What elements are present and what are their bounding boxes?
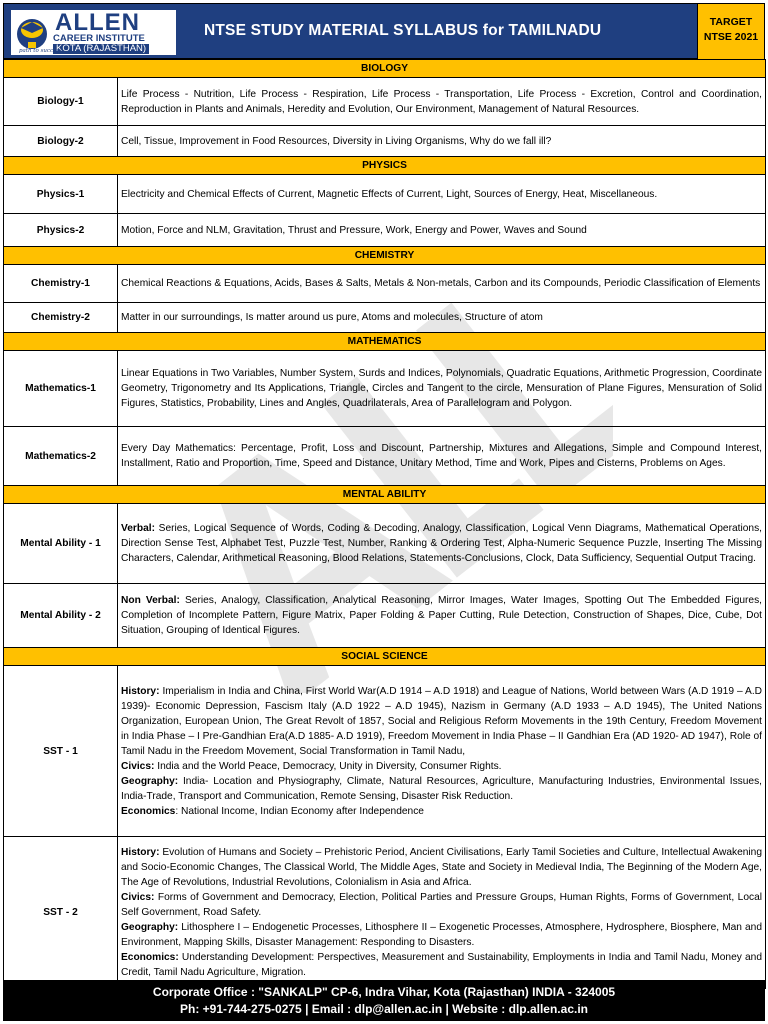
paper-label: Mathematics-1 bbox=[4, 351, 118, 427]
topics-cell bbox=[118, 126, 766, 157]
syllabus-table bbox=[3, 59, 766, 989]
section-title: SOCIAL SCIENCE bbox=[4, 648, 766, 666]
paper-label: Physics-2 bbox=[4, 214, 118, 247]
topic-text: India- Location and Physiography, Climate, Natural Resources, Agriculture, Manufacturing Industries, Environmental Issues, India-Trade, Transport and Communication, Remote Sensing, Disaster Risk Reduction. bbox=[121, 775, 763, 802]
paper-label: Physics-1 bbox=[4, 175, 118, 214]
paper-label: Mental Ability - 2 bbox=[4, 584, 118, 648]
topic-heading: Civics: bbox=[121, 892, 155, 903]
syllabus-row bbox=[4, 584, 766, 648]
topics-cell bbox=[118, 666, 766, 837]
topic-paragraph bbox=[121, 845, 762, 890]
section-title: MATHEMATICS bbox=[4, 333, 766, 351]
page-header bbox=[3, 3, 765, 59]
section-header-row bbox=[4, 60, 766, 78]
topic-paragraph bbox=[121, 366, 762, 411]
topic-text: Lithosphere I – Endogenetic Processes, Lithosphere II – Exogenetic Processes, Atmosphere, Hydrosphere, Biosphere, Man and Environment, Mapping Skills, Disaster Management: Responding to Disasters. bbox=[121, 922, 763, 948]
topics-cell bbox=[118, 427, 766, 486]
topic-paragraph bbox=[121, 87, 762, 117]
topic-paragraph bbox=[121, 890, 762, 920]
paper-label: Chemistry-2 bbox=[4, 303, 118, 333]
paper-label: Mental Ability - 1 bbox=[4, 504, 118, 584]
topics-cell bbox=[118, 78, 766, 126]
topic-text: Motion, Force and NLM, Gravitation, Thrust and Pressure, Work, Energy and Power, Waves and Sound bbox=[121, 224, 587, 236]
syllabus-row bbox=[4, 351, 766, 427]
topic-text: Matter in our surroundings, Is matter around us pure, Atoms and molecules, Structure of atom bbox=[121, 312, 543, 323]
topic-paragraph bbox=[121, 310, 762, 325]
topic-text: Chemical Reactions & Equations, Acids, Bases & Salts, Metals & Non-metals, Carbon and its Compounds, Periodic Classification of Elements bbox=[121, 278, 761, 289]
topic-text: Forms of Government and Democracy, Election, Political Parties and Pressure Groups, Human Rights, Forms of Government, Local Self Government, Road Safety. bbox=[121, 892, 763, 918]
section-header-row bbox=[4, 486, 766, 504]
allen-emblem-icon bbox=[15, 14, 49, 52]
topic-text: Every Day Mathematics: Percentage, Profit, Loss and Discount, Partnership, Mixtures and Allegations, Simple and Compound Interest, Installment, Ratio and Proportion, Time, Speed and Distance, Unitary Method, Time and Work, Pipes and Cisterns, Problems on Ages. bbox=[121, 443, 763, 469]
syllabus-row bbox=[4, 427, 766, 486]
paper-label: Mathematics-2 bbox=[4, 427, 118, 486]
section-header-row bbox=[4, 333, 766, 351]
topic-text: Cell, Tissue, Improvement in Food Resources, Diversity in Living Organisms, Why do we fall ill? bbox=[121, 135, 552, 147]
section-header-row bbox=[4, 247, 766, 265]
topics-cell bbox=[118, 504, 766, 584]
section-header-row bbox=[4, 648, 766, 666]
topic-text: Linear Equations in Two Variables, Number System, Surds and Indices, Polynomials, Quadratic Equations, Arithmetic Progression, Coordinate Geometry, Trigonometry and Its Applications, Triangle, Circles and Tangent to the circle, Mensuration of Plane Figures, Mensuration of Solid Figures, Statistics, Probability, Lines and Angles, Quadrilaterals, Area of Parallelogram and Polygon. bbox=[121, 368, 763, 409]
section-title: BIOLOGY bbox=[4, 60, 766, 78]
paper-label: Chemistry-1 bbox=[4, 265, 118, 303]
page-footer bbox=[3, 980, 765, 1021]
paper-label: SST - 2 bbox=[4, 837, 118, 989]
topic-heading: Economics: bbox=[121, 952, 179, 963]
topic-heading: Non Verbal: bbox=[121, 595, 180, 606]
topics-cell bbox=[118, 837, 766, 989]
paper-label: Biology-1 bbox=[4, 78, 118, 126]
syllabus-row bbox=[4, 126, 766, 157]
topic-heading: Civics: bbox=[121, 760, 155, 772]
topic-heading: Economics bbox=[121, 805, 176, 817]
topic-paragraph bbox=[121, 950, 762, 980]
section-title: PHYSICS bbox=[4, 157, 766, 175]
topic-paragraph bbox=[121, 276, 762, 291]
topic-text: Life Process - Nutrition, Life Process - Respiration, Life Process - Transportation, Life Process - Excretion, Control and Coordination, Reproduction in Plants and Animals, Heredity and Evolution, Our Environment, Management of Natural Resources. bbox=[121, 88, 763, 115]
logo-location: KOTA (RAJASTHAN) bbox=[53, 44, 149, 54]
topic-paragraph bbox=[121, 521, 762, 566]
footer-address: Corporate Office : "SANKALP" CP-6, Indra Vihar, Kota (Rajasthan) INDIA - 324005 bbox=[152, 985, 616, 999]
topic-text: Imperialism in India and China, First World War(A.D 1914 – A.D 1918) and League of Nations, World between Wars (A.D 1919 – A.D 1939)- Economic Depression, Fascism Italy (A.D 1922 – A.D 1945), Nazism in Germany (A.D 1933 – A.D 1945), The United Nations Organization, European Union, The Great Revolt of 1857, Social and Religious Reform Movements in the 19th Century, Freedom Movement in India Phase – I Pre-Gandhian Era(A.D 1885- A.D 1919), Freedom Movement in India Phase – II Gandhian Era (AD 1920- AD 1947), Role of Tamil Nadu in the Freedom Movement, Social Transformation in Tamil Nadu, bbox=[121, 685, 763, 757]
target-year: NTSE 2021 bbox=[703, 31, 759, 43]
section-title: MENTAL ABILITY bbox=[4, 486, 766, 504]
topic-text: Series, Analogy, Classification, Analytical Reasoning, Mirror Images, Water Images, Spotting Out The Embedded Figures, Completion of Incomplete Pattern, Figure Matrix, Paper Folding & Paper Cutting, Rule Detection, Construction of Shapes, Dice, Cube, Dot Situation, Grouping of Identical Figures. bbox=[121, 595, 763, 636]
topic-paragraph bbox=[121, 187, 762, 202]
topics-cell bbox=[118, 265, 766, 303]
topic-heading: Geography: bbox=[121, 775, 179, 787]
topic-paragraph bbox=[121, 223, 762, 238]
topic-heading: History: bbox=[121, 685, 160, 697]
logo-name: ALLEN bbox=[55, 9, 140, 36]
topic-text: Series, Logical Sequence of Words, Coding & Decoding, Analogy, Classification, Logical Venn Diagrams, Mathematical Operations, Direction Sense Test, Alphabet Test, Puzzle Test, Number, Ranking & Ordering Test, Alpha-Numeric Sequence Puzzle, Inserting The Missing Characters, Calendar, Arithmetical Reasoning, Blood Relations, Statements-Conclusions, Clock, Data Sufficiency, Sequential Output Tracing. bbox=[121, 523, 763, 564]
target-badge bbox=[697, 4, 764, 60]
topic-paragraph bbox=[121, 441, 762, 471]
syllabus-row bbox=[4, 175, 766, 214]
logo-subtitle: CAREER INSTITUTE bbox=[53, 33, 145, 44]
syllabus-row bbox=[4, 303, 766, 333]
topic-paragraph bbox=[121, 759, 762, 774]
topic-paragraph bbox=[121, 593, 762, 638]
topic-text: : National Income, Indian Economy after Independence bbox=[175, 805, 424, 817]
syllabus-row bbox=[4, 265, 766, 303]
topics-cell bbox=[118, 303, 766, 333]
section-header-row bbox=[4, 157, 766, 175]
topics-cell bbox=[118, 175, 766, 214]
syllabus-row bbox=[4, 78, 766, 126]
page-title: NTSE STUDY MATERIAL SYLLABUS for TAMILNADU bbox=[204, 22, 602, 39]
syllabus-page bbox=[3, 3, 765, 1021]
topic-heading: Verbal: bbox=[121, 523, 155, 534]
topic-text: Evolution of Humans and Society – Prehistoric Period, Ancient Civilisations, Early Tamil Societies and Culture, Intellectual Awakening and Socio-Economic Changes, The Classical World, The Middle Ages, State and Society in Medieval India, The Beginning of the Modern Age, The Age of Revolutions, Industrial Revolutions, Colonialism in Asia and Africa. bbox=[121, 847, 763, 888]
section-title: CHEMISTRY bbox=[4, 247, 766, 265]
syllabus-row bbox=[4, 214, 766, 247]
syllabus-row bbox=[4, 837, 766, 989]
topic-heading: Geography: bbox=[121, 922, 179, 933]
topic-paragraph bbox=[121, 774, 762, 804]
allen-logo bbox=[10, 9, 177, 56]
topics-cell bbox=[118, 351, 766, 427]
logo-tagline: path to success bbox=[19, 48, 62, 54]
topic-text: Understanding Development: Perspectives, Measurement and Sustainability, Employments in India and Tamil Nadu, Money and Credit, Tamil Nadu Agriculture, Migration. bbox=[121, 952, 763, 978]
topic-paragraph bbox=[121, 684, 762, 759]
footer-contact: Ph: +91-744-275-0275 | Email : dlp@allen.ac.in | Website : dlp.allen.ac.in bbox=[179, 1002, 588, 1016]
target-label: TARGET bbox=[709, 16, 753, 28]
paper-label: Biology-2 bbox=[4, 126, 118, 157]
topic-paragraph bbox=[121, 134, 762, 149]
topic-paragraph bbox=[121, 804, 762, 819]
topic-text: India and the World Peace, Democracy, Unity in Diversity, Consumer Rights. bbox=[154, 760, 502, 772]
topic-heading: History: bbox=[121, 847, 160, 858]
paper-label: SST - 1 bbox=[4, 666, 118, 837]
topics-cell bbox=[118, 214, 766, 247]
topic-paragraph bbox=[121, 920, 762, 950]
syllabus-row bbox=[4, 504, 766, 584]
topic-text: Electricity and Chemical Effects of Current, Magnetic Effects of Current, Light, Sources of Energy, Heat, Miscellaneous. bbox=[121, 188, 658, 200]
topics-cell bbox=[118, 584, 766, 648]
syllabus-row bbox=[4, 666, 766, 837]
